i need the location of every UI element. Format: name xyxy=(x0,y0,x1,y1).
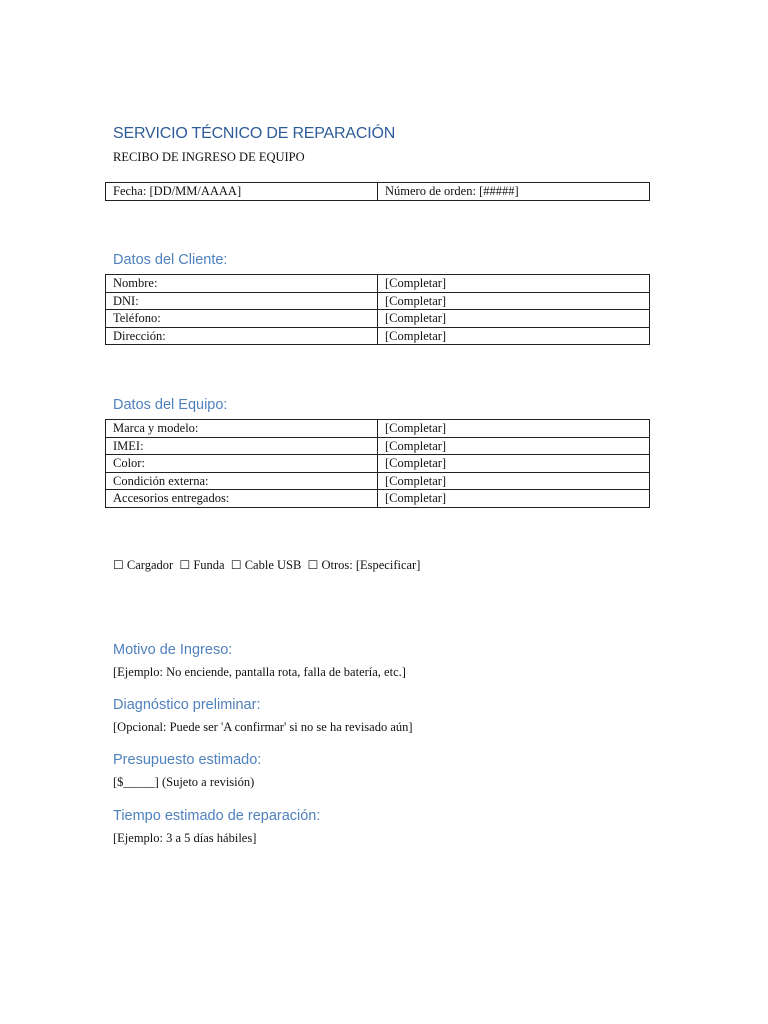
row-value: [Completar] xyxy=(378,437,650,455)
table-row xyxy=(106,490,650,508)
diagnosis-heading: Diagnóstico preliminar: xyxy=(113,697,261,713)
row-label: Accesorios entregados: xyxy=(106,490,378,508)
checkbox-label: Funda xyxy=(193,558,225,572)
budget-text: [$_____] (Sujeto a revisión) xyxy=(113,775,255,789)
client-section-heading: Datos del Cliente: xyxy=(113,252,228,268)
date-cell: Fecha: [DD/MM/AAAA] xyxy=(106,183,378,201)
row-value: [Completar] xyxy=(378,327,650,345)
order-info-table xyxy=(105,182,650,201)
accessories-checklist xyxy=(113,558,420,573)
table-row xyxy=(106,437,650,455)
client-table xyxy=(105,274,650,345)
row-value: [Completar] xyxy=(378,310,650,328)
row-label: Color: xyxy=(106,455,378,473)
document-title: SERVICIO TÉCNICO DE REPARACIÓN xyxy=(113,125,396,142)
checkbox-icon[interactable]: ☐ xyxy=(230,558,242,572)
table-row xyxy=(106,310,650,328)
row-label: Marca y modelo: xyxy=(106,420,378,438)
row-value: [Completar] xyxy=(378,490,650,508)
table-row xyxy=(106,292,650,310)
budget-heading: Presupuesto estimado: xyxy=(113,752,262,768)
table-row xyxy=(106,420,650,438)
document-subtitle: RECIBO DE INGRESO DE EQUIPO xyxy=(113,150,305,164)
row-label: Teléfono: xyxy=(106,310,378,328)
equipment-section-heading: Datos del Equipo: xyxy=(113,397,228,413)
checkbox-label: Cargador xyxy=(126,558,174,572)
row-value: [Completar] xyxy=(378,455,650,473)
row-value: [Completar] xyxy=(378,472,650,490)
row-value: [Completar] xyxy=(378,420,650,438)
table-row xyxy=(106,472,650,490)
row-label: Dirección: xyxy=(106,327,378,345)
checkbox-icon[interactable]: ☐ xyxy=(113,558,124,572)
reason-heading: Motivo de Ingreso: xyxy=(113,642,233,658)
checkbox-icon[interactable]: ☐ xyxy=(307,558,319,572)
row-label: IMEI: xyxy=(106,437,378,455)
reason-text: [Ejemplo: No enciende, pantalla rota, falla de batería, etc.] xyxy=(113,665,406,679)
diagnosis-text: [Opcional: Puede ser 'A confirmar' si no se ha revisado aún] xyxy=(113,720,413,734)
table-row xyxy=(106,455,650,473)
order-number-cell: Número de orden: [#####] xyxy=(378,183,650,201)
checkbox-label: Cable USB xyxy=(244,558,302,572)
row-label: Condición externa: xyxy=(106,472,378,490)
row-label: DNI: xyxy=(106,292,378,310)
table-row xyxy=(106,183,650,201)
repair-time-text: [Ejemplo: 3 a 5 días hábiles] xyxy=(113,831,257,845)
checkbox-icon[interactable]: ☐ xyxy=(179,558,191,572)
row-value: [Completar] xyxy=(378,275,650,293)
row-label: Nombre: xyxy=(106,275,378,293)
equipment-table xyxy=(105,419,650,508)
table-row xyxy=(106,275,650,293)
table-row xyxy=(106,327,650,345)
row-value: [Completar] xyxy=(378,292,650,310)
checkbox-label: Otros: [Especificar] xyxy=(321,558,421,572)
repair-time-heading: Tiempo estimado de reparación: xyxy=(113,808,321,824)
